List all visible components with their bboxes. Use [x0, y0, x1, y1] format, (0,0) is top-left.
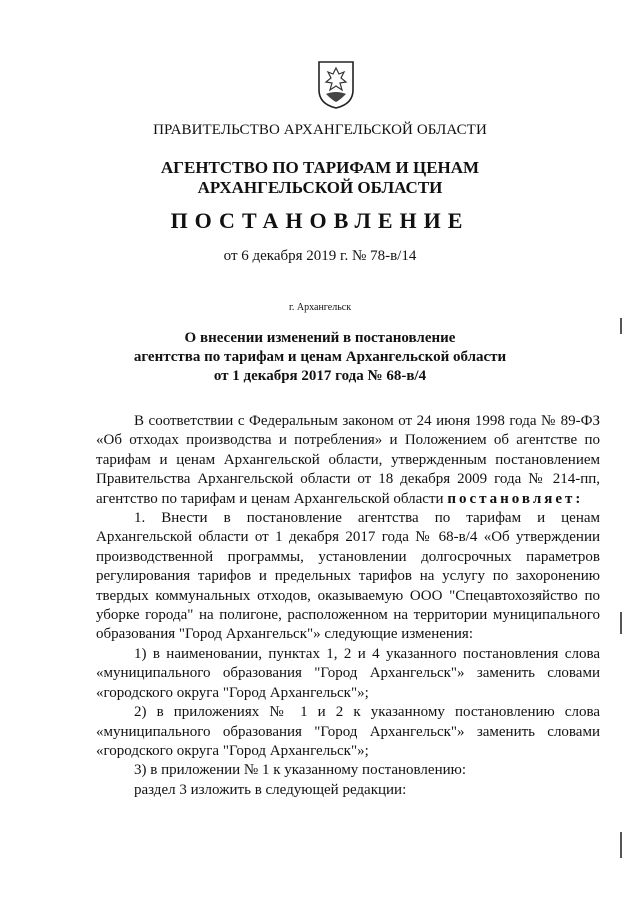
- paragraph-item-1: 1. Внести в постановление агентства по тарифам и ценам Архангельской области от 1 декабря 2017 года № 68-в/4 «Об утверждении производственной программы, установлении долгосрочных параметров регулирования тарифов и предельных тарифов на услугу по захоронению твердых коммунальных отходов, оказываемую ООО "Спецавтохозяйство по уборке города" на полигоне, расположенном на территории муниципального образования "Город Архангельск"» следующие изменения:: [96, 510, 600, 643]
- date-number: от 6 декабря 2019 г. № 78-в/14: [223, 248, 417, 264]
- preamble-text: В соответствии с Федеральным законом от 24 июня 1998 года № 89-ФЗ «Об отходах производства и потребления» и Положением об агентстве по тарифам и ценам Архангельской области, утвержденным постановлением Правительства Архангельской области от 18 декабря 2009 года № 214-пп, агентство по тарифам и ценам Архангельской области: [96, 413, 600, 507]
- paragraph-preamble: [96, 412, 600, 509]
- city-name: г. Архангельск: [288, 302, 352, 313]
- scan-margin-mark: [620, 612, 622, 634]
- scan-margin-mark: [620, 318, 622, 334]
- subject-line1: О внесении изменений в постановление: [184, 330, 456, 346]
- document-body: [96, 412, 600, 800]
- agency-name: [0, 158, 640, 198]
- paragraph-subitem-2: 2) в приложениях № 1 и 2 к указанному постановлению слова «муниципального образования "Город Архангельск"» заменить словами «городского округа "Город Архангельск"»;: [96, 704, 600, 759]
- subject-line3: от 1 декабря 2017 года № 68-в/4: [213, 368, 427, 384]
- document-subject: [0, 329, 640, 386]
- decree-word: постановляет:: [447, 490, 584, 507]
- paragraph-section-3: раздел 3 изложить в следующей редакции:: [134, 781, 407, 798]
- agency-name-line2: АРХАНГЕЛЬСКОЙ ОБЛАСТИ: [197, 178, 443, 197]
- paragraph-subitem-1: 1) в наименовании, пунктах 1, 2 и 4 указанного постановления слова «муниципального образования "Город Архангельск"» заменить словами «городского округа "Город Архангельск"»;: [96, 645, 600, 701]
- document-type: ПОСТАНОВЛЕНИЕ: [170, 208, 470, 233]
- agency-name-line1: АГЕНТСТВО ПО ТАРИФАМ И ЦЕНАМ: [160, 158, 480, 177]
- coat-of-arms-emblem: [316, 60, 356, 110]
- government-name: ПРАВИТЕЛЬСТВО АРХАНГЕЛЬСКОЙ ОБЛАСТИ: [153, 122, 487, 138]
- paragraph-subitem-3: 3) в приложении № 1 к указанному постановлению:: [134, 762, 466, 779]
- scan-margin-mark: [620, 832, 622, 858]
- subject-line2: агентства по тарифам и ценам Архангельской области: [133, 349, 507, 365]
